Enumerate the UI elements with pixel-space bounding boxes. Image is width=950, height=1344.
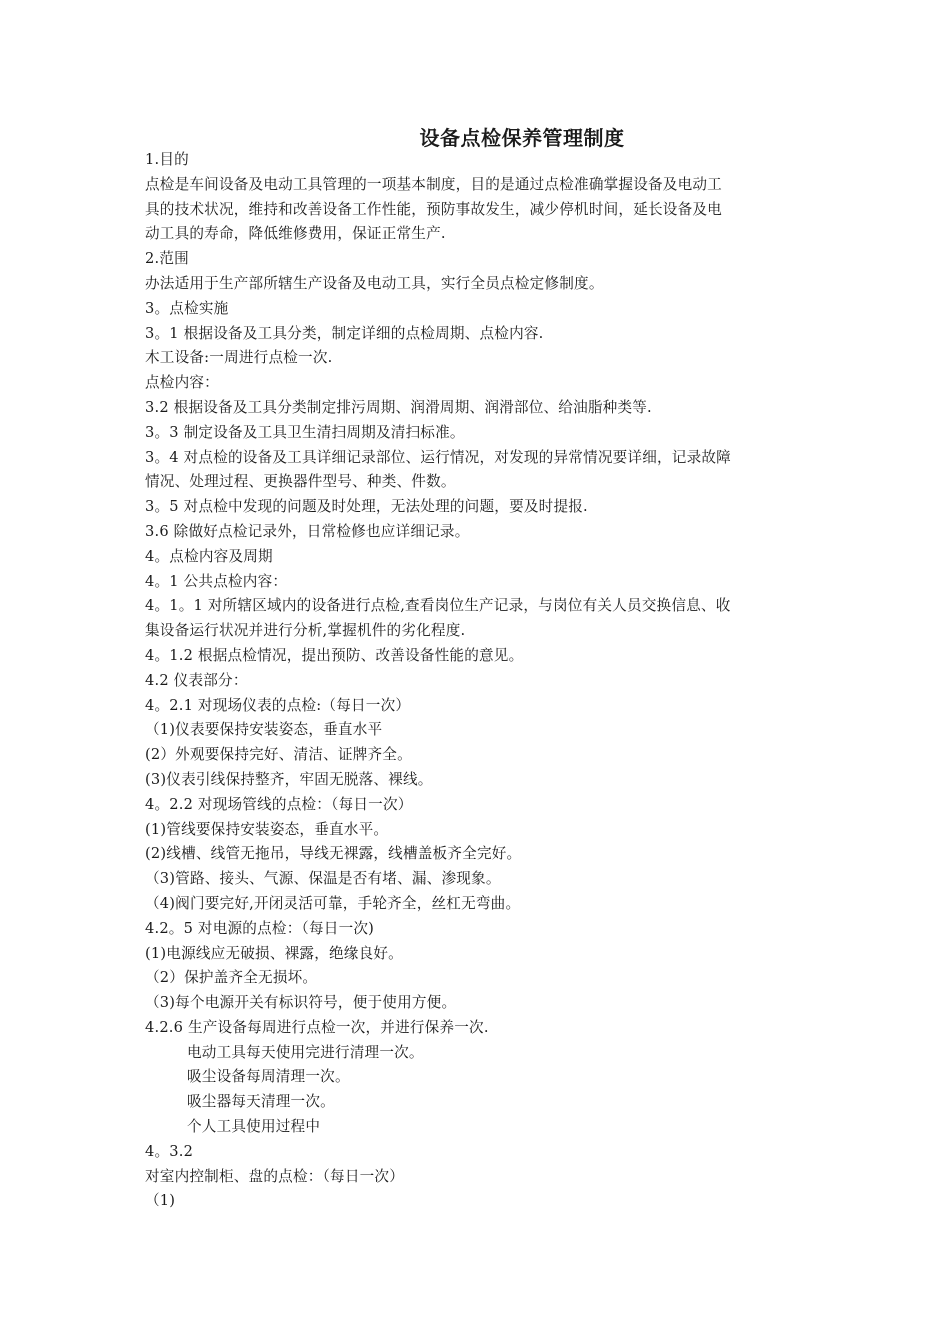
paragraph-line: 4。3.2 <box>145 1142 194 1160</box>
section-heading-content-cycle: 4。点检内容及周期 <box>145 547 273 565</box>
paragraph-line: 办法适用于生产部所辖生产设备及电动工具，实行全员点检定修制度。 <box>145 274 604 292</box>
paragraph-line: 4。1 公共点检内容： <box>145 572 288 590</box>
list-item: （1) <box>145 1192 176 1210</box>
section-heading-scope: 2.范围 <box>145 250 189 268</box>
list-item: （3)每个电源开关有标识符号，便于使用方便。 <box>145 994 457 1012</box>
paragraph-line: 情况、处理过程、更换器件型号、种类、件数。 <box>145 473 456 491</box>
section-heading-purpose: 1.目的 <box>145 151 189 168</box>
paragraph-line: 4。2.2 对现场管线的点检：（每日一次） <box>145 795 413 813</box>
list-item: (3)仪表引线保持整齐，牢固无脱落、裸线。 <box>145 770 433 788</box>
list-item: (1)电源线应无破损、裸露，绝缘良好。 <box>145 944 403 962</box>
list-item: （4)阀门要完好,开闭灵活可靠，手轮齐全，丝杠无弯曲。 <box>145 894 521 912</box>
list-item: （3)管路、接头、气源、保温是否有堵、漏、渗现象。 <box>145 870 501 888</box>
paragraph-line: 4.2。5 对电源的点检：（每日一次) <box>145 919 375 937</box>
paragraph-line: 3。4 对点检的设备及工具详细记录部位、运行情况，对发现的异常情况要详细，记录故障 <box>145 448 731 466</box>
paragraph-line: 4。1.2 根据点检情况，提出预防、改善设备性能的意见。 <box>145 646 524 664</box>
paragraph-line: 4。1。1 对所辖区域内的设备进行点检,查看岗位生产记录，与岗位有关人员交换信息、收 <box>145 597 731 615</box>
paragraph-line: 3。5 对点检中发现的问题及时处理，无法处理的问题，要及时提报. <box>145 498 588 516</box>
paragraph-line: 集设备运行状况并进行分析,掌握机件的劣化程度. <box>145 622 466 640</box>
indented-line: 个人工具使用过程中 <box>187 1118 321 1136</box>
document-body <box>145 148 810 1214</box>
paragraph-line: 3。1 根据设备及工具分类，制定详细的点检周期、点检内容. <box>145 324 544 342</box>
paragraph-line: 点检是车间设备及电动工具管理的一项基本制度，目的是通过点检准确掌握设备及电动工 <box>145 175 722 193</box>
list-item: (2)线槽、线管无拖吊，导线无裸露，线槽盖板齐全完好。 <box>145 845 522 863</box>
paragraph-line: 3.2 根据设备及工具分类制定排污周期、润滑周期、润滑部位、给油脂种类等. <box>145 398 652 416</box>
section-heading-implementation: 3。点检实施 <box>145 299 229 317</box>
indented-line: 电动工具每天使用完进行清理一次。 <box>187 1043 424 1061</box>
list-item: (1)管线要保持安装姿态，垂直水平。 <box>145 820 389 838</box>
paragraph-line: 动工具的寿命，降低维修费用，保证正常生产. <box>145 225 446 243</box>
paragraph-line: 对室内控制柜、盘的点检：（每日一次） <box>145 1167 404 1185</box>
paragraph-line: 4.2.6 生产设备每周进行点检一次，并进行保养一次. <box>145 1018 489 1036</box>
document-title: 设备点检保养管理制度 <box>419 126 625 150</box>
paragraph-line: 点检内容： <box>145 374 219 392</box>
paragraph-line: 4。2.1 对现场仪表的点检:（每日一次） <box>145 696 411 714</box>
paragraph-line: 具的技术状况，维持和改善设备工作性能，预防事故发生，减少停机时间，延长设备及电 <box>145 200 722 218</box>
paragraph-line: 3.6 除做好点检记录外，日常检修也应详细记录。 <box>145 522 470 540</box>
paragraph-line: 3。3 制定设备及工具卫生清扫周期及清扫标准。 <box>145 423 465 441</box>
section-heading-instruments: 4.2 仪表部分： <box>145 671 248 689</box>
indented-line: 吸尘设备每周清理一次。 <box>187 1068 350 1086</box>
list-item: （2）保护盖齐全无损坏。 <box>145 969 318 987</box>
list-item: (2）外观要保持完好、清洁、证牌齐全。 <box>145 746 412 764</box>
list-item: （1)仪表要保持安装姿态，垂直水平 <box>145 721 383 739</box>
paragraph-line: 木工设备:一周进行点检一次. <box>145 349 333 367</box>
indented-line: 吸尘器每天清理一次。 <box>187 1093 335 1111</box>
